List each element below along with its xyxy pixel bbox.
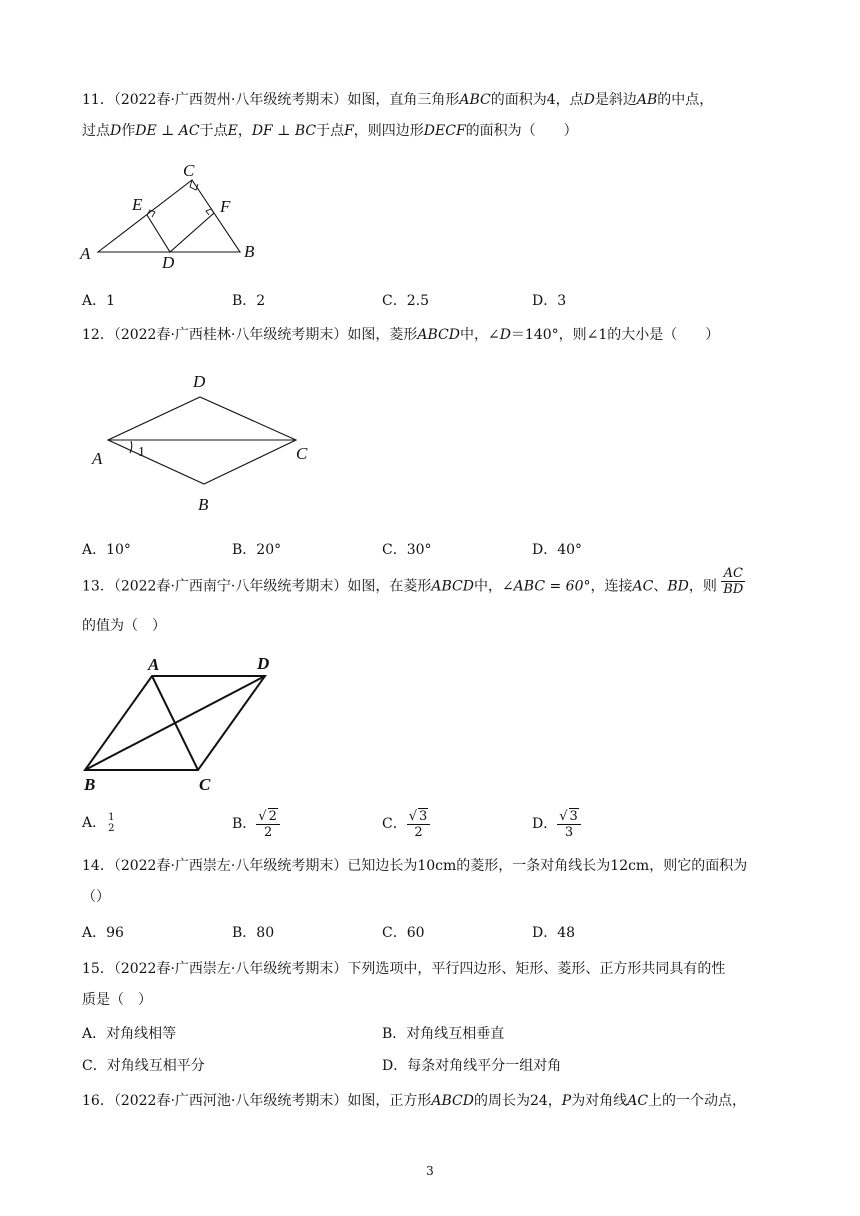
q13-option-c: C． $\frac{√ 3}{2}$ [382, 808, 430, 840]
q11-option-b: B．2 [232, 293, 266, 309]
q11-label-f: F [220, 197, 231, 216]
q12-label-d: D [193, 372, 206, 391]
q13-line2: 的值为（ ） [82, 618, 166, 634]
q15-option-b: B．对角线互相垂直 [382, 1026, 505, 1042]
q12-label-b: B [198, 495, 209, 514]
q11-option-d: D．3 [532, 293, 567, 309]
q15-option-a: A．对角线相等 [82, 1026, 177, 1042]
q11-label-b: B [244, 242, 255, 261]
q14-option-a: A．96 [82, 925, 124, 941]
q11-label-a: A [80, 244, 91, 263]
q16-line1: 16．（2022春·广西河池·八年级统考期末）如图，正方形ABCD的周长为24，P为对角线AC上的一个动点， [82, 1093, 747, 1109]
q13-fraction: $\frac{AC}{BD}$ [723, 566, 744, 597]
q15-line2: 质是（ ） [82, 992, 152, 1008]
q12-option-d: D．40° [532, 542, 583, 558]
q12-option-c: C．30° [382, 542, 432, 558]
q12-option-a: A．10° [82, 542, 131, 558]
q13-label-c: C [199, 775, 211, 794]
q13-option-a: A． 1 2 [82, 812, 115, 834]
q12-label-a: A [92, 449, 103, 468]
q13-label-b: B [84, 775, 96, 794]
q11-label-e: E [132, 195, 143, 214]
q11-option-c: C．2.5 [382, 293, 429, 309]
q12-line1: 12．（2022春·广西桂林·八年级统考期末）如图，菱形ABCD中，∠D＝140°，则∠1的大小是（ ） [82, 327, 720, 343]
q12-option-b: B．20° [232, 542, 282, 558]
q12-label-c: C [296, 444, 308, 463]
q12-label-angle-1: 1 [138, 445, 145, 460]
q11-option-a: A．1 [82, 293, 116, 309]
q11-label-c: C [183, 161, 195, 180]
q14-option-c: C．60 [382, 925, 425, 941]
q14-line1: 14．（2022春·广西崇左·八年级统考期末）已知边长为10cm的菱形，一条对角线长为12cm，则它的面积为 [82, 858, 748, 874]
q14-option-b: B．80 [232, 925, 275, 941]
q15-option-d: D．每条对角线平分一组对角 [382, 1058, 562, 1074]
q13-option-b: B． $\frac{√ 2}{2}$ [232, 808, 280, 840]
q15-option-c: C．对角线互相平分 [82, 1058, 205, 1074]
q11-line2: 过点D作DE ⊥ AC于点E，DF ⊥ BC于点F，则四边形DECF的面积为（ ） [82, 123, 578, 139]
q13-label-d: D [257, 654, 270, 673]
q11-line1: 11．（2022春·广西贺州·八年级统考期末）如图，直角三角形ABC的面积为4，点D是斜边AB的中点， [82, 92, 714, 108]
q13-label-a: A [148, 655, 160, 674]
q15-line1: 15．（2022春·广西崇左·八年级统考期末）下列选项中，平行四边形、矩形、菱形、正方形共同具有的性 [82, 961, 726, 977]
q11-label-d: D [162, 253, 175, 272]
q14-option-d: D．48 [532, 925, 576, 941]
page-number: 3 [426, 1164, 434, 1178]
q13-option-d: D． $\frac{√ 3}{3}$ [532, 808, 581, 840]
q14-line2: （） [82, 889, 110, 905]
q13-line1: 13．（2022春·广西南宁·八年级统考期末）如图，在菱形ABCD中，∠ABC = 60°，连接AC、BD，则 $\frac{AC}{BD}$ [82, 566, 744, 597]
